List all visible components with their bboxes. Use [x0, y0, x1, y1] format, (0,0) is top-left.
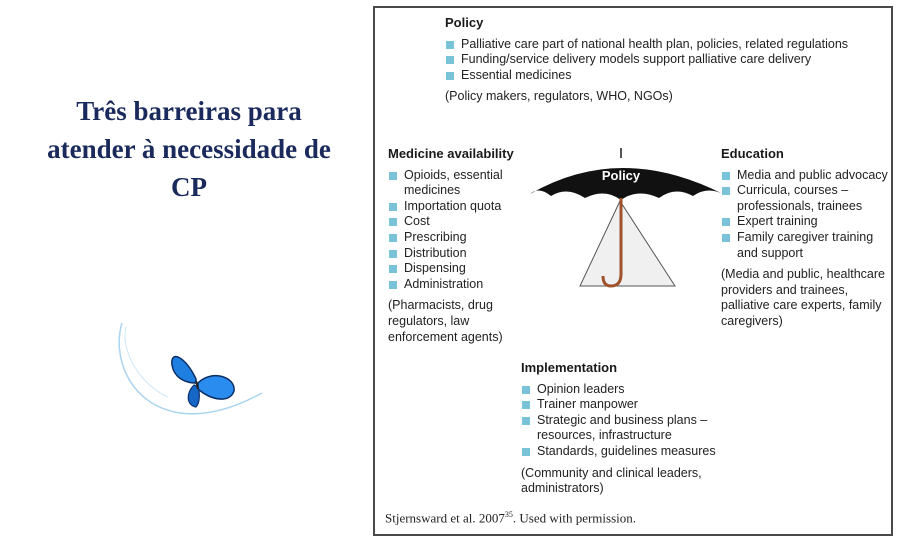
policy-section: [445, 15, 865, 105]
policy-item: Palliative care part of national health plan, policies, related regulations: [445, 37, 865, 53]
medicine-item: Distribution: [388, 246, 528, 262]
medicine-item: Importation quota: [388, 199, 528, 215]
medicine-heading: Medicine availability: [388, 146, 514, 161]
implementation-item: Trainer manpower: [521, 397, 741, 413]
implementation-item: Strategic and business plans – resources, infrastructure: [521, 413, 741, 444]
policy-stakeholders: (Policy makers, regulators, WHO, NGOs): [445, 89, 673, 104]
medicine-item: Dispensing: [388, 261, 528, 277]
education-item: Family caregiver training and support: [721, 230, 891, 261]
butterfly-icon: [172, 357, 234, 407]
umbrella-label: Policy: [601, 168, 641, 183]
policy-item: Essential medicines: [445, 68, 865, 84]
medicine-item: Administration: [388, 277, 528, 293]
implementation-section: [521, 360, 741, 497]
education-item: Media and public advocacy: [721, 168, 891, 184]
credit-permission: . Used with permission.: [512, 510, 637, 525]
education-stakeholders: (Media and public, healthcare providers and trainees, palliative care experts, family caregivers): [721, 267, 885, 328]
credit-reference: 35: [504, 509, 513, 519]
implementation-item: Opinion leaders: [521, 382, 741, 398]
medicine-item: Prescribing: [388, 230, 528, 246]
education-heading: Education: [721, 146, 784, 161]
umbrella-icon: [525, 146, 730, 296]
policy-heading: Policy: [445, 15, 484, 30]
figure-credit: [385, 510, 636, 526]
policy-item: Funding/service delivery models support palliative care delivery: [445, 52, 865, 68]
credit-author: Stjernsward et al. 2007: [385, 510, 505, 525]
slide-title: Três barreiras para atender à necessidade de CP: [47, 96, 331, 202]
barriers-figure: [373, 6, 893, 536]
medicine-stakeholders: (Pharmacists, drug regulators, law enforcement agents): [388, 298, 503, 344]
medicine-section: [388, 146, 528, 345]
medicine-item: Cost: [388, 214, 528, 230]
umbrella-shade: [580, 201, 675, 286]
implementation-item: Standards, guidelines measures: [521, 444, 741, 460]
butterfly-decoration: [110, 315, 270, 435]
medicine-item: Opioids, essential medicines: [388, 168, 528, 199]
implementation-stakeholders: (Community and clinical leaders, administrators): [521, 465, 702, 496]
education-item: Curricula, courses – professionals, trainees: [721, 183, 891, 214]
education-item: Expert training: [721, 214, 891, 230]
implementation-heading: Implementation: [521, 360, 618, 375]
education-section: [721, 146, 891, 330]
